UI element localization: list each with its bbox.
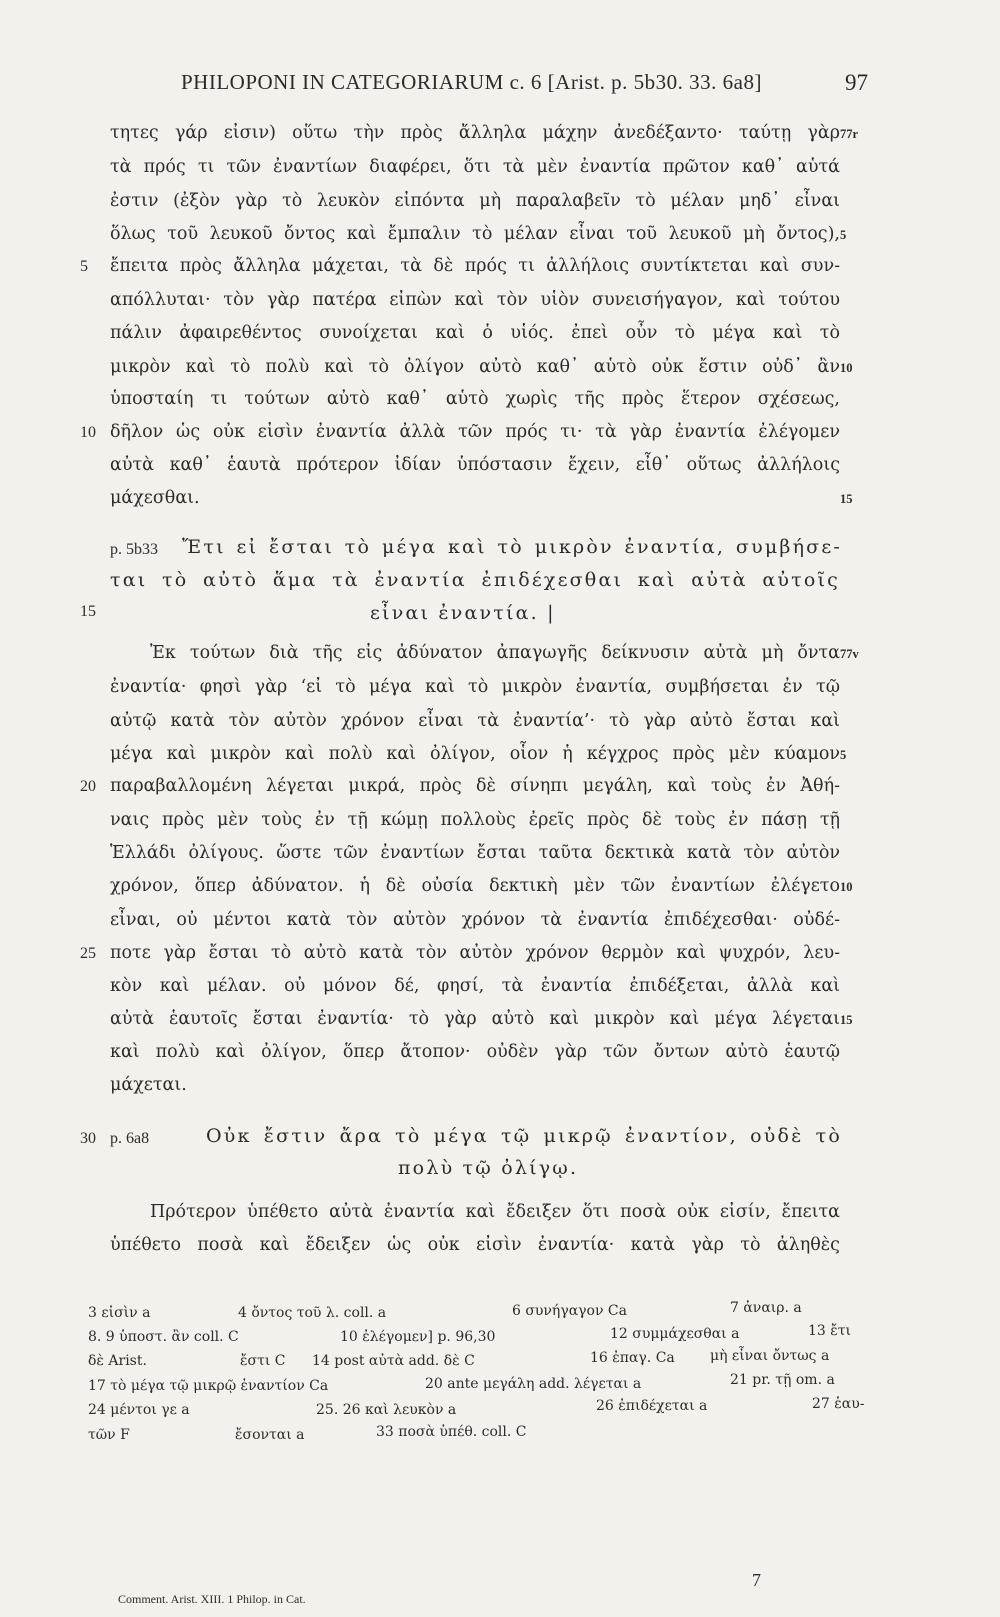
- apparatus-entry: 13 ἔτι: [808, 1323, 852, 1339]
- apparatus-entry: 17 τὸ μέγα τῷ μικρῷ ἐναντίον Ca: [88, 1378, 329, 1394]
- line-number: 5: [80, 258, 88, 275]
- apparatus-entry: 16 ἐπαγ. Ca: [590, 1350, 675, 1366]
- gathering-signature: 7: [752, 1570, 761, 1590]
- lemma-line: Οὐκ ἔστιν ἄρα τὸ μέγα τῷ μικρῷ ἐναντίον, οὐδὲ τὸ: [206, 1125, 842, 1147]
- margin-number: 10: [840, 880, 853, 894]
- apparatus-entry: τῶν F: [88, 1427, 130, 1443]
- margin-number: 15: [840, 1013, 853, 1027]
- text-line: τὰ πρός τι τῶν ἐναντίων διαφέρει, ὅτι τὰ μὲν ἐναντία πρῶτον καθ᾽ αὑτά: [110, 157, 840, 177]
- lemma-line: πολὺ τῷ ὀλίγῳ.: [398, 1157, 579, 1179]
- apparatus-entry: 14 post αὐτὰ add. δὲ C: [312, 1353, 475, 1369]
- line-number: 20: [80, 778, 96, 795]
- text-line: απόλλυται· τὸν γὰρ πατέρα εἰπὼν καὶ τὸν υἱὸν συνεισήγαγον, καὶ τούτου: [110, 290, 840, 310]
- text-line: ναις πρὸς μὲν τοὺς ἐν τῇ κώμῃ πολλοὺς ἐρεῖς πρὸς δὲ τοὺς ἐν πάσῃ τῇ: [110, 810, 840, 830]
- lemma-line: ται τὸ αὐτὸ ἅμα τὰ ἐναντία ἐπιδέχεσθαι καὶ αὐτὰ αὐτοῖς: [110, 569, 840, 591]
- text-line: Πρότερον ὑπέθετο αὐτὰ ἐναντία καὶ ἔδειξεν ὅτι ποσὰ οὐκ εἰσίν, ἔπειτα: [150, 1202, 840, 1222]
- apparatus-entry: 6 συνήγαγον Ca: [512, 1303, 627, 1319]
- text-line: μικρὸν καὶ τὸ πολὺ καὶ τὸ ὀλίγον αὐτὸ καθ᾽ αὑτὸ οὐκ ἔστιν οὐδ᾽ ἂν: [110, 357, 840, 377]
- apparatus-entry: 12 συμμάχεσθαι a: [610, 1326, 740, 1342]
- text-line: ὅλως τοῦ λευκοῦ ὄντος καὶ ἔμπαλιν τὸ μέλαν εἶναι τοῦ λευκοῦ μὴ ὄντος),: [110, 224, 840, 244]
- apparatus-entry: μὴ εἶναι ὄντως a: [710, 1348, 830, 1364]
- line-number: 10: [80, 424, 96, 441]
- margin-number: 77r: [840, 127, 859, 141]
- margin-number: 77v: [840, 647, 859, 661]
- line-number: 30: [80, 1130, 96, 1147]
- text-line: αὐτὰ καθ᾽ ἑαυτὰ πρότερον ἰδίαν ὑπόστασιν ἔχειν, εἶθ᾽ οὕτως ἀλλήλοις: [110, 455, 840, 475]
- apparatus-entry: δὲ Arist.: [88, 1353, 147, 1369]
- text-line: μάχεσθαι.: [110, 488, 200, 508]
- text-line: ἔπειτα πρὸς ἄλληλα μάχεται, τὰ δὲ πρός τι ἀλλήλοις συντίκτεται καὶ συν-: [110, 256, 840, 276]
- text-line: ποτε γὰρ ἔσται τὸ αὐτὸ κατὰ τὸν αὐτὸν χρόνον θερμὸν καὶ ψυχρόν, λευ-: [110, 943, 840, 963]
- text-line: εἶναι, οὐ μέντοι κατὰ τὸν αὐτὸν χρόνον τὰ ἐναντία ἐπιδέχεσθαι· οὐδέ-: [110, 910, 840, 930]
- line-number: 25: [80, 945, 96, 962]
- apparatus-entry: 4 ὄντος τοῦ λ. coll. a: [238, 1305, 387, 1321]
- text-line: ἐστιν (ἐξὸν γὰρ τὸ λευκὸν εἰπόντα μὴ παραλαβεῖν τὸ μέλαν μηδ᾽ εἶναι: [110, 191, 840, 211]
- apparatus-entry: 10 ἐλέγομεν] p. 96,30: [340, 1329, 496, 1345]
- text-line: χρόνον, ὅπερ ἀδύνατον. ἡ δὲ οὐσία δεκτικὴ μὲν τῶν ἐναντίων ἐλέγετο: [110, 876, 840, 896]
- page-number: 97: [845, 70, 868, 95]
- apparatus-entry: 3 εἰσὶν a: [88, 1305, 151, 1321]
- text-line: αὐτῷ κατὰ τὸν αὐτὸν χρόνον εἶναι τὰ ἐναντία’· τὸ γὰρ αὐτὸ ἔσται καὶ: [110, 711, 840, 731]
- line-number: 15: [80, 603, 96, 620]
- text-line: Ἑλλάδι ὀλίγους. ὥστε τῶν ἐναντίων ἔσται ταῦτα δεκτικὰ κατὰ τὸν αὐτὸν: [110, 843, 840, 863]
- apparatus-entry: 33 ποσὰ ὑπέθ. coll. C: [376, 1424, 527, 1440]
- text-line: κὸν καὶ μέλαν. οὐ μόνον δέ, φησί, τὰ ἐναντία ἐπιδέξεται, ἀλλὰ καὶ: [110, 976, 840, 996]
- text-line: ὑπέθετο ποσὰ καὶ ἔδειξεν ὡς οὐκ εἰσὶν ἐναντία· κατὰ γὰρ τὸ ἀληθὲς: [110, 1235, 840, 1255]
- signature-line: Comment. Arist. XIII. 1 Philop. in Cat.: [118, 1592, 306, 1606]
- apparatus-entry: ἔστι C: [240, 1353, 286, 1369]
- margin-number: 5: [840, 748, 847, 762]
- apparatus-entry: 21 pr. τῇ om. a: [730, 1372, 835, 1388]
- text-line: μέγα καὶ μικρὸν καὶ πολὺ καὶ ὀλίγον, οἷον ἡ κέγχρος πρὸς μὲν κύαμον: [110, 744, 840, 764]
- apparatus-entry: 7 ἀναιρ. a: [730, 1300, 802, 1316]
- running-header: PHILOPONI IN CATEGORIARUM c. 6 [Arist. p. 5b30. 33. 6a8]: [181, 70, 762, 94]
- text-line: παραβαλλομένη λέγεται μικρά, πρὸς δὲ σίνηπι μεγάλη, καὶ τοὺς ἐν Ἀθή-: [110, 776, 840, 796]
- lemma-reference: p. 6a8: [110, 1130, 150, 1147]
- apparatus-entry: 25. 26 καὶ λευκὸν a: [316, 1402, 457, 1418]
- margin-number: 10: [840, 361, 853, 375]
- text-line: ὑποσταίη τι τούτων αὐτὸ καθ᾽ αὑτὸ χωρὶς τῆς πρὸς ἕτερον σχέσεως,: [110, 389, 840, 409]
- apparatus-entry: 27 ἑαυ-: [812, 1396, 865, 1412]
- apparatus-entry: 20 ante μεγάλη add. λέγεται a: [425, 1376, 642, 1392]
- margin-number: 15: [840, 492, 853, 506]
- apparatus-entry: 26 ἐπιδέχεται a: [596, 1398, 708, 1414]
- apparatus-entry: 24 μέντοι γε a: [88, 1402, 190, 1418]
- lemma-line: Ἔτι εἰ ἔσται τὸ μέγα καὶ τὸ μικρὸν ἐναντία, συμβήσε-: [182, 536, 842, 558]
- text-line: ἐναντία· φησὶ γὰρ ‘εἰ τὸ μέγα καὶ τὸ μικρὸν ἐναντία, συμβήσεται ἐν τῷ: [110, 677, 840, 697]
- apparatus-entry: 8. 9 ὑποστ. ἂν coll. C: [88, 1329, 239, 1345]
- text-line: αὐτὰ ἑαυτοῖς ἔσται ἐναντία· τὸ γὰρ αὐτὸ καὶ μικρὸν καὶ μέγα λέγεται: [110, 1009, 840, 1029]
- text-line: μάχεται.: [110, 1075, 187, 1095]
- lemma-line: εἶναι ἐναντία. |: [370, 602, 556, 624]
- text-line: τητες γάρ εἰσιν) οὕτω τὴν πρὸς ἄλληλα μάχην ἀνεδέξαντο· ταύτῃ γὰρ: [110, 123, 840, 143]
- margin-number: 5: [840, 228, 847, 242]
- lemma-reference: p. 5b33: [110, 541, 158, 558]
- text-line: πάλιν ἀφαιρεθέντος συνοίχεται καὶ ὁ υἱός. ἐπεὶ οὖν τὸ μέγα καὶ τὸ: [110, 323, 840, 343]
- text-line: Ἐκ τούτων διὰ τῆς εἰς ἀδύνατον ἀπαγωγῆς δείκνυσιν αὐτὰ μὴ ὄντα: [150, 643, 840, 663]
- apparatus-entry: ἔσονται a: [235, 1427, 305, 1443]
- text-line: δῆλον ὡς οὐκ εἰσὶν ἐναντία ἀλλὰ τῶν πρός τι· τὰ γὰρ ἐναντία ἐλέγομεν: [110, 422, 840, 442]
- text-line: καὶ πολὺ καὶ ὀλίγον, ὅπερ ἄτοπον· οὐδὲν γὰρ τῶν ὄντων αὐτὸ ἑαυτῷ: [110, 1042, 840, 1062]
